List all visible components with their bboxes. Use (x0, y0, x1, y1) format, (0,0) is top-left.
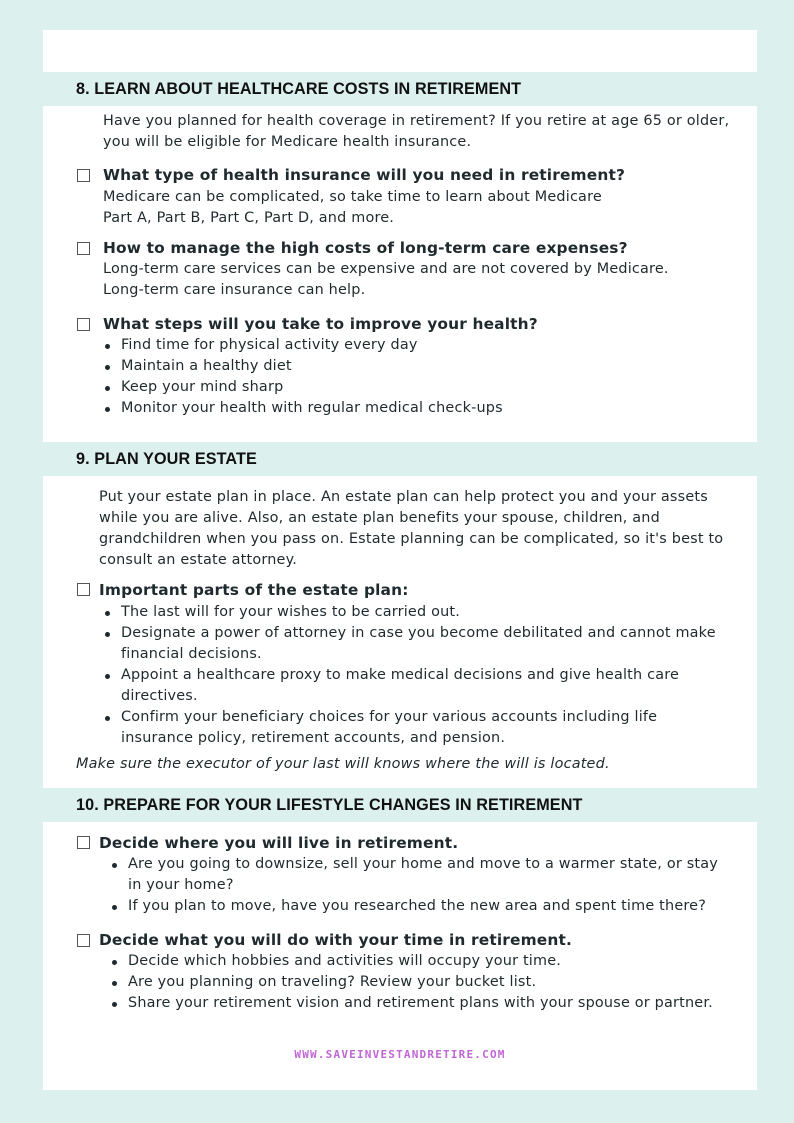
time-retirement-checkbox[interactable] (77, 934, 90, 947)
health-insurance-line-2: Part A, Part B, Part C, Part D, and more. (103, 210, 395, 226)
improve-health-list (103, 335, 743, 419)
section-8-intro: Have you planned for health coverage in retirement? If you retire at age 65 or older, you will be eligible for Medicare health insurance. (103, 113, 730, 150)
long-term-care-question: How to manage the high costs of long-term care expenses? (103, 239, 628, 257)
estate-plan-question: Important parts of the estate plan: (99, 581, 409, 599)
list-item: Appoint a healthcare proxy to make medical decisions and give health care directives. (103, 665, 733, 707)
list-item: Share your retirement vision and retirement plans with your spouse or partner. (110, 993, 750, 1014)
where-live-list (110, 854, 725, 917)
list-item: Are you planning on traveling? Review your bucket list. (110, 972, 750, 993)
long-term-care-checkbox[interactable] (77, 242, 90, 255)
health-insurance-line-1: Medicare can be complicated, so take time to learn about Medicare (103, 189, 602, 205)
list-item: The last will for your wishes to be carried out. (103, 602, 733, 623)
section-9-intro: Put your estate plan in place. An estate plan can help protect you and your assets while you are alive. Also, an estate plan benefits your spouse, children, and grandchildren when you pass on. Estate planning can be complicated, so it's best to consult an estate attorney. (99, 489, 724, 568)
executor-note: Make sure the executor of your last will knows where the will is located. (76, 756, 610, 772)
health-insurance-checkbox[interactable] (77, 169, 90, 182)
list-item: Maintain a healthy diet (103, 356, 743, 377)
section-10-title: 10. PREPARE FOR YOUR LIFESTYLE CHANGES IN RETIREMENT (76, 796, 583, 814)
where-live-checkbox[interactable] (77, 836, 90, 849)
estate-plan-list (103, 602, 733, 749)
long-term-care-line-2: Long-term care insurance can help. (103, 282, 366, 298)
website-footer[interactable]: WWW.SAVEINVESTANDRETIRE.COM (294, 1048, 506, 1061)
section-9-header (43, 442, 757, 476)
list-item: If you plan to move, have you researched the new area and spent time there? (110, 896, 725, 917)
long-term-care-line-1: Long-term care services can be expensive and are not covered by Medicare. (103, 261, 669, 277)
checklist-page (43, 30, 757, 1090)
section-8-header (43, 72, 757, 106)
list-item: Find time for physical activity every day (103, 335, 743, 356)
estate-plan-checkbox[interactable] (77, 583, 90, 596)
improve-health-checkbox[interactable] (77, 318, 90, 331)
list-item: Are you going to downsize, sell your home and move to a warmer state, or stay in your home? (110, 854, 725, 896)
list-item: Keep your mind sharp (103, 377, 743, 398)
list-item: Monitor your health with regular medical check-ups (103, 398, 743, 419)
time-retirement-question: Decide what you will do with your time in retirement. (99, 931, 572, 949)
list-item: Decide which hobbies and activities will occupy your time. (110, 951, 750, 972)
section-8-title: 8. LEARN ABOUT HEALTHCARE COSTS IN RETIREMENT (76, 80, 522, 98)
where-live-question: Decide where you will live in retirement. (99, 834, 459, 852)
section-10-header (43, 788, 757, 822)
section-9-title: 9. PLAN YOUR ESTATE (76, 450, 257, 468)
list-item: Designate a power of attorney in case you become debilitated and cannot make financial decisions. (103, 623, 733, 665)
time-retirement-list (110, 951, 750, 1014)
list-item: Confirm your beneficiary choices for your various accounts including life insurance policy, retirement accounts, and pension. (103, 707, 733, 749)
improve-health-question: What steps will you take to improve your health? (103, 315, 538, 333)
health-insurance-question: What type of health insurance will you need in retirement? (103, 166, 626, 184)
